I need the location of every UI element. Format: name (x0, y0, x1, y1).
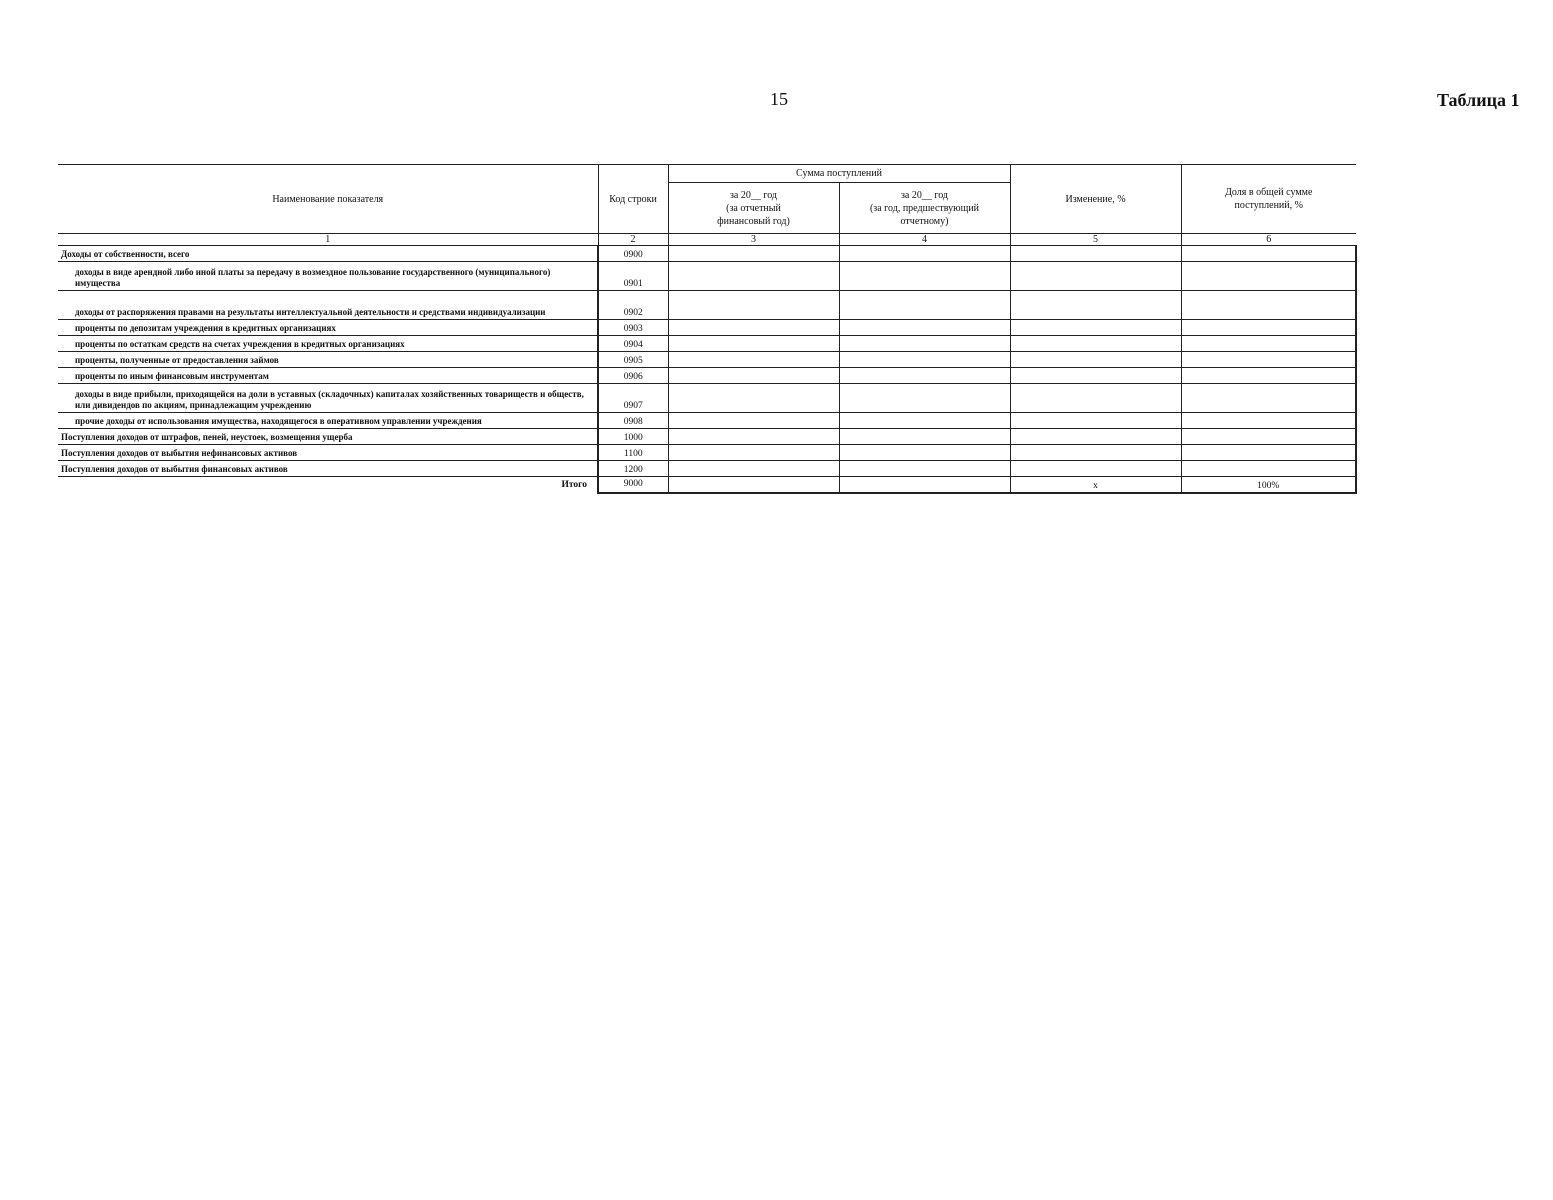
column-number: 6 (1181, 234, 1356, 246)
row-previous-value[interactable] (839, 320, 1010, 336)
row-code: 0902 (598, 291, 668, 320)
total-code: 9000 (598, 477, 668, 494)
header-name: Наименование показателя (58, 165, 598, 234)
row-reporting-value[interactable] (668, 336, 839, 352)
row-previous-value[interactable] (839, 413, 1010, 429)
table-row (58, 429, 1356, 445)
table-row (58, 461, 1356, 477)
table-body (58, 246, 1356, 477)
table-row (58, 320, 1356, 336)
header-previous-line-1: за 20__ год (900, 189, 949, 201)
header-previous-line-2: (за год, предшествующий (869, 202, 980, 214)
row-share-value[interactable] (1181, 429, 1356, 445)
row-share-value[interactable] (1181, 445, 1356, 461)
column-number-row (58, 234, 1356, 246)
row-change-value[interactable] (1010, 352, 1181, 368)
header-previous-line-3: отчетному) (900, 215, 949, 227)
table-row (58, 246, 1356, 262)
row-reporting-value[interactable] (668, 246, 839, 262)
row-reporting-value[interactable] (668, 413, 839, 429)
row-share-value[interactable] (1181, 368, 1356, 384)
table-row (58, 384, 1356, 413)
revenue-table (58, 164, 1357, 494)
row-code: 1000 (598, 429, 668, 445)
row-name: Поступления доходов от выбытия нефинансовых активов (58, 445, 598, 461)
row-name: Поступления доходов от штрафов, пеней, неустоек, возмещения ущерба (58, 429, 598, 445)
row-change-value[interactable] (1010, 291, 1181, 320)
row-reporting-value[interactable] (668, 461, 839, 477)
header-sum-group: Сумма поступлений (668, 165, 1010, 183)
row-change-value[interactable] (1010, 336, 1181, 352)
total-share: 100% (1181, 477, 1356, 494)
row-code: 0904 (598, 336, 668, 352)
row-change-value[interactable] (1010, 461, 1181, 477)
row-name: проценты по депозитам учреждения в кредитных организациях (58, 320, 598, 336)
header-share-line-2: поступлений, % (1234, 200, 1303, 211)
table-row (58, 445, 1356, 461)
row-reporting-value[interactable] (668, 262, 839, 291)
row-previous-value[interactable] (839, 429, 1010, 445)
row-share-value[interactable] (1181, 384, 1356, 413)
row-code: 0903 (598, 320, 668, 336)
row-code: 0907 (598, 384, 668, 413)
row-share-value[interactable] (1181, 320, 1356, 336)
row-previous-value[interactable] (839, 384, 1010, 413)
row-name: доходы от распоряжения правами на результаты интеллектуальной деятельности и средствами индивидуализации (58, 291, 598, 320)
row-previous-value[interactable] (839, 445, 1010, 461)
row-name: доходы в виде арендной либо иной платы за передачу в возмездное пользование государственного (муниципального) имущества (58, 262, 598, 291)
total-reporting-value (668, 477, 839, 494)
table-row (58, 291, 1356, 320)
row-change-value[interactable] (1010, 429, 1181, 445)
row-change-value[interactable] (1010, 368, 1181, 384)
row-share-value[interactable] (1181, 246, 1356, 262)
row-share-value[interactable] (1181, 352, 1356, 368)
row-reporting-value[interactable] (668, 368, 839, 384)
row-previous-value[interactable] (839, 291, 1010, 320)
row-previous-value[interactable] (839, 246, 1010, 262)
row-reporting-value[interactable] (668, 320, 839, 336)
row-share-value[interactable] (1181, 413, 1356, 429)
row-code: 0901 (598, 262, 668, 291)
table-row (58, 352, 1356, 368)
row-previous-value[interactable] (839, 336, 1010, 352)
row-change-value[interactable] (1010, 320, 1181, 336)
header-code: Код строки (598, 165, 668, 234)
table-row (58, 368, 1356, 384)
row-change-value[interactable] (1010, 445, 1181, 461)
row-name: Поступления доходов от выбытия финансовых активов (58, 461, 598, 477)
header-change: Изменение, % (1010, 165, 1181, 234)
row-name: проценты по иным финансовым инструментам (58, 368, 598, 384)
row-code: 0900 (598, 246, 668, 262)
column-number: 3 (668, 234, 839, 246)
row-change-value[interactable] (1010, 413, 1181, 429)
column-number: 2 (598, 234, 668, 246)
row-reporting-value[interactable] (668, 429, 839, 445)
row-change-value[interactable] (1010, 262, 1181, 291)
row-reporting-value[interactable] (668, 291, 839, 320)
row-change-value[interactable] (1010, 246, 1181, 262)
header-share-line-1: Доля в общей сумме (1225, 187, 1313, 198)
header-reporting-line-2: (за отчетный (726, 202, 781, 214)
header-reporting-line-3: финансовый год) (717, 215, 790, 227)
column-number: 5 (1010, 234, 1181, 246)
total-label: Итого (58, 477, 598, 494)
row-code: 1100 (598, 445, 668, 461)
row-reporting-value[interactable] (668, 384, 839, 413)
row-code: 0906 (598, 368, 668, 384)
total-change: x (1010, 477, 1181, 494)
row-previous-value[interactable] (839, 262, 1010, 291)
row-reporting-value[interactable] (668, 445, 839, 461)
row-name: прочие доходы от использования имущества, находящегося в оперативном управлении учреждения (58, 413, 598, 429)
header-previous-year (839, 183, 1010, 234)
row-name: проценты по остаткам средств на счетах учреждения в кредитных организациях (58, 336, 598, 352)
row-share-value[interactable] (1181, 291, 1356, 320)
total-row (58, 477, 1356, 494)
row-name: доходы в виде прибыли, приходящейся на доли в уставных (складочных) капиталах хозяйственных товариществ и обществ, или дивидендов по акциям, принадлежащим учреждению (58, 384, 598, 413)
column-number: 4 (839, 234, 1010, 246)
total-previous-value (839, 477, 1010, 494)
header-share (1181, 165, 1356, 234)
row-previous-value[interactable] (839, 352, 1010, 368)
table-row (58, 413, 1356, 429)
row-code: 0908 (598, 413, 668, 429)
row-share-value[interactable] (1181, 336, 1356, 352)
table-row (58, 262, 1356, 291)
page-number: 15 (770, 89, 788, 109)
table-row (58, 336, 1356, 352)
header-reporting-line-1: за 20__ год (729, 189, 778, 201)
row-name: Доходы от собственности, всего (58, 246, 598, 262)
row-code: 1200 (598, 461, 668, 477)
row-share-value[interactable] (1181, 461, 1356, 477)
row-change-value[interactable] (1010, 384, 1181, 413)
column-number: 1 (58, 234, 598, 246)
row-previous-value[interactable] (839, 368, 1010, 384)
row-previous-value[interactable] (839, 461, 1010, 477)
row-share-value[interactable] (1181, 262, 1356, 291)
table-caption: Таблица 1 (1437, 90, 1520, 110)
row-reporting-value[interactable] (668, 352, 839, 368)
row-name: проценты, полученные от предоставления займов (58, 352, 598, 368)
row-code: 0905 (598, 352, 668, 368)
header-reporting-year (668, 183, 839, 234)
